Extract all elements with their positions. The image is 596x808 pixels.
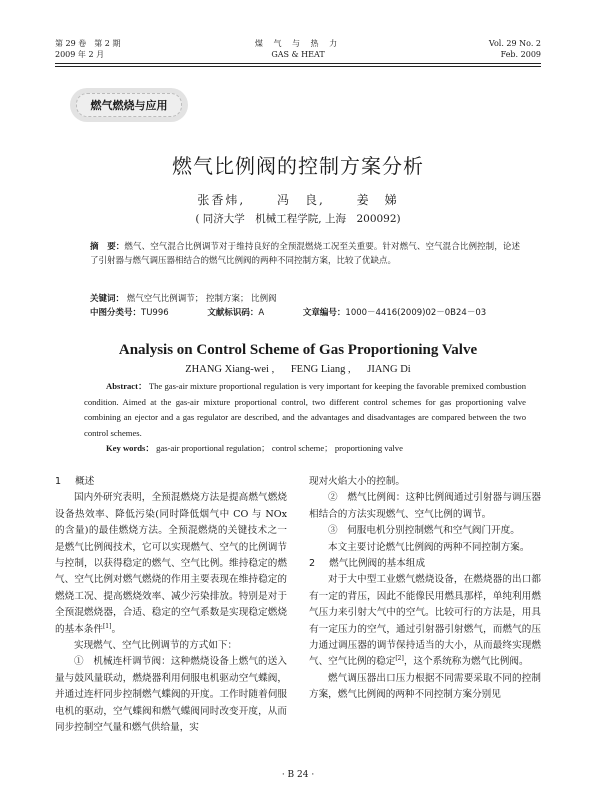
english-author-1: ZHANG Xiang-wei , <box>185 364 275 375</box>
english-author-list <box>0 364 596 375</box>
author-2: 冯 良, <box>276 193 325 207</box>
paragraph: ③ 伺服电机分别控制燃气和空气阀门开度。 <box>328 525 520 537</box>
paragraph: 现对火焰大小的控制。 <box>309 476 405 487</box>
paragraph <box>55 490 287 638</box>
abstract-cn-body: 燃气、空气混合比例调节对于维持良好的全预混燃烧工况至关重要。针对燃气、空气混合比例控制，论述了引射器与燃气调压器相结合的燃气比例阀的两种不同控制方案，比较了优缺点。 <box>90 242 520 266</box>
section-1-title: 概述 <box>75 476 95 487</box>
doc-code-value: A <box>258 308 265 318</box>
keywords-cn-label: 关键词： <box>90 294 125 304</box>
english-keywords <box>106 442 403 454</box>
english-abstract <box>84 379 526 441</box>
section-2-number: 2 <box>309 558 316 570</box>
column-badge <box>70 88 188 122</box>
abstract-cn <box>90 240 520 268</box>
classification-line <box>90 306 522 318</box>
section-1-number: 1 <box>55 476 62 487</box>
running-header-right <box>489 38 541 60</box>
article-id-value: 1000－4416(2009)02－0B24－03 <box>345 308 487 318</box>
english-keywords-body: gas-air proportional regulation； control scheme； proportioning valve <box>156 443 403 453</box>
clc-value: TU996 <box>141 308 169 318</box>
issue-date-en: Feb. 2009 <box>500 50 541 59</box>
section-1-heading <box>55 474 287 490</box>
english-author-2: FENG Liang , <box>290 364 351 375</box>
journal-name: 煤 气 与 热 力 <box>254 39 342 48</box>
left-column <box>55 474 287 737</box>
volume-issue-en: Vol. 29 No. 2 <box>488 39 541 48</box>
author-list <box>0 191 596 208</box>
volume-issue: 第 29 卷 第 2 期 <box>55 39 121 48</box>
author-3: 姜 娣 <box>356 193 399 207</box>
citation-ref: [1] <box>102 622 112 630</box>
article-id-label: 文章编号： <box>302 308 346 318</box>
english-abstract-body: The gas-air mixture proportional regulation is very important for keeping the favorable premixed combustion condition. Aimed at the gas-air mixture proportional control, two different control schemes for gas proportioning valve combining an ejector and a gas regulator are described, and the advantages and disadvantages are compared between the two control schemes. <box>84 381 526 438</box>
english-abstract-label: Abstract： <box>106 381 147 391</box>
column-badge-label: 燃气燃烧与应用 <box>76 93 182 117</box>
paragraph-text: 对于大中型工业燃气燃烧设备，在燃烧器的出口都有一定的背压，因此不能像民用燃具那样，单纯利用燃气压力来引射大气中的空气。比较可行的方法是，用具有一定压力的空气，通过引射器引射燃气，而燃气的压力通过调压器的调节保持适当的大小，从而最终实现燃气、空气比例的稳定 <box>309 574 541 668</box>
author-1: 张香炜, <box>197 193 246 207</box>
right-column <box>309 474 541 704</box>
journal-name-en: GAS & HEAT <box>271 50 325 59</box>
paragraph-text: 国内外研究表明，全预混燃烧方法是提高燃气燃烧设备热效率、降低污染(同时降低烟气中 CO 与 NOx 的含量)的最佳燃烧方法。全预混燃烧的关键技术之一是燃气比例阀技术，它可以实现燃气、空气的比例调节与控制，以获得稳定的燃气、空气比例。维持稳定的燃气、空气比例对燃气燃烧的作用主要表现在维持稳定的燃烧工况、提高燃烧效率、减少污染排放。特别是对于全预混燃烧器，合适、稳定的空气系数是实现稳定燃烧的基本条件 <box>55 492 287 635</box>
paragraph: ① 机械连杆调节阀：这种燃烧设备上燃气的送入量与鼓风量联动，燃烧器利用伺服电机驱动空气蝶阀，并通过连杆同步控制燃气蝶阀的开度。工作时随着伺服电机的驱动，空气蝶阀和燃气蝶阀同时改变开度，从而同步控制空气量和燃气供给量，实 <box>55 656 287 734</box>
paragraph-end: ，这个系统称为燃气比例阀。 <box>403 656 529 668</box>
keyword-cn-2: 控制方案； <box>205 294 249 304</box>
issue-date: 2009 年 2 月 <box>55 50 105 59</box>
citation-ref: [2] <box>395 655 404 663</box>
doc-code-label: 文献标识码： <box>207 308 259 318</box>
article-title: 燃气比例阀的控制方案分析 <box>172 154 424 178</box>
section-2-heading <box>309 556 541 572</box>
abstract-cn-label: 摘 要： <box>90 242 125 252</box>
english-title: Analysis on Control Scheme of Gas Proportioning Valve <box>118 342 478 358</box>
paragraph: 燃气调压器出口压力根据不同需要采取不同的控制方案，燃气比例阀的两种不同控制方案分别见 <box>309 672 541 701</box>
keywords-cn <box>90 292 520 306</box>
paragraph: 实现燃气、空气比例调节的方式如下： <box>74 640 238 652</box>
page-number: · B 24 · <box>281 770 315 780</box>
section-2-title: 燃气比例阀的基本组成 <box>329 558 426 570</box>
header-rule-top <box>55 63 541 64</box>
paragraph <box>309 572 541 670</box>
affiliation: ( 同济大学 机械工程学院, 上海 200092) <box>195 213 401 225</box>
clc-label: 中图分类号： <box>90 308 142 318</box>
paragraph-end: 。 <box>111 623 122 635</box>
english-keywords-label: Key words： <box>106 443 154 453</box>
paragraph: ② 燃气比例阀：这种比例阀通过引射器与调压器相结合的方法实现燃气、空气比例的调节。 <box>309 492 541 520</box>
keyword-cn-3: 比例阀 <box>251 294 277 304</box>
header-rule-bottom <box>55 66 541 67</box>
english-author-3: JIANG Di <box>367 364 411 375</box>
paragraph: 本文主要讨论燃气比例阀的两种不同控制方案。 <box>328 541 530 553</box>
keyword-cn-1: 燃气空气比例调节； <box>126 294 204 304</box>
